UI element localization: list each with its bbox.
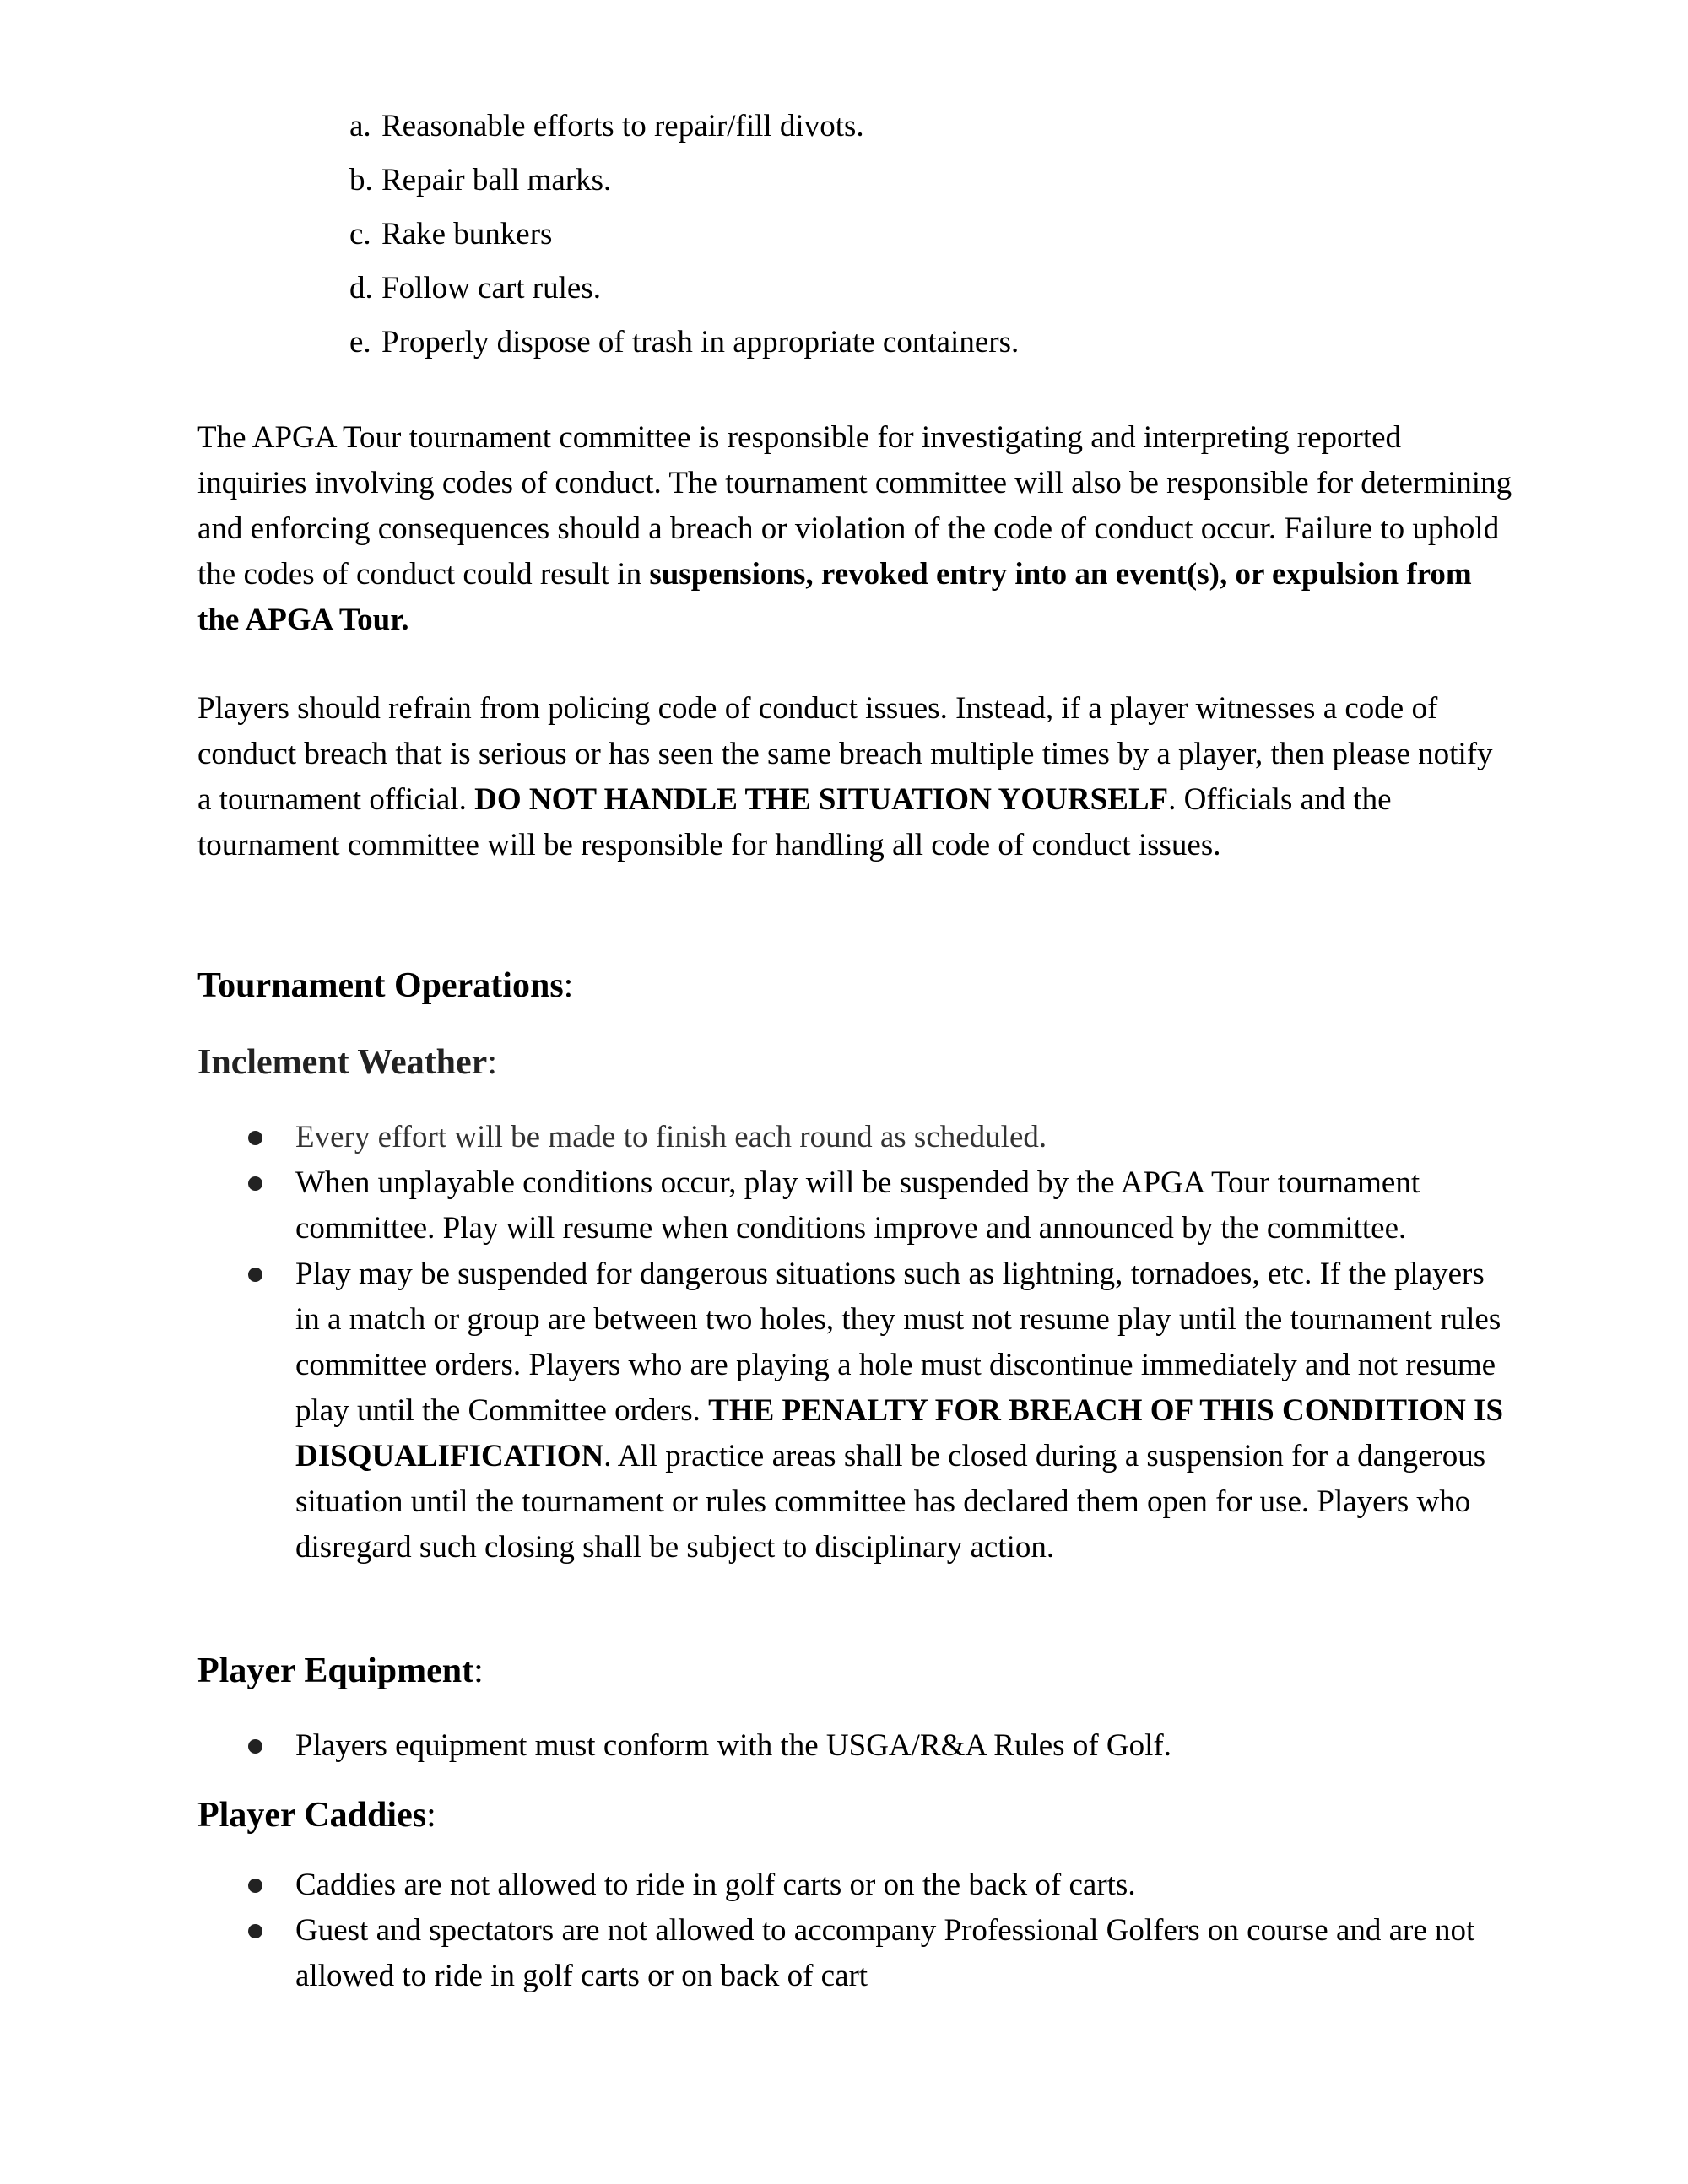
list-item [349, 100, 1019, 154]
list-item [197, 1251, 1514, 1570]
heading-label: Inclement Weather [197, 1043, 488, 1082]
heading-inclement-weather [197, 1041, 497, 1084]
list-item [197, 1115, 1514, 1160]
list-item-text: Every effort will be made to finish each round as scheduled. [295, 1120, 1047, 1154]
heading-label: Tournament Operations [197, 966, 564, 1005]
bullet-icon [248, 1176, 262, 1191]
list-item-text: When unplayable conditions occur, play will be suspended by the APGA Tour tournament committee. Play will resume when conditions improve and announced by the committee. [295, 1165, 1420, 1246]
list-item [349, 316, 1019, 370]
list-item [349, 154, 1019, 208]
list-item [197, 1862, 1514, 1908]
players-paragraph [197, 686, 1514, 868]
list-item-text: Caddies are not allowed to ride in golf carts or on the back of carts. [295, 1868, 1136, 1902]
etiquette-list [349, 100, 1019, 370]
list-marker: a. [349, 109, 371, 143]
paragraph-text: Players should refrain from policing code of conduct issues. Instead, if a player witnesses a code of conduct breach that is serious or has seen the same breach multiple times by a player, then please notify a tournament official. [197, 691, 1493, 817]
list-item-text: Follow cart rules. [381, 271, 601, 305]
list-item-text: Play may be suspended for dangerous situations such as lightning, tornadoes, etc. If the players in a match or group are between two holes, they must not resume play until the tournament rules committee orders. Players who are playing a hole must discontinue immediately and not resume play until the Committee orders. [295, 1257, 1501, 1428]
committee-paragraph [197, 415, 1514, 643]
heading-colon: : [426, 1796, 436, 1835]
list-marker: c. [349, 217, 371, 251]
list-item-text: . All practice areas shall be closed during a suspension for a dangerous situation until the tournament or rules committee has declared them open for use. Players who disregard such closing shall be subject to disciplinary action. [295, 1439, 1486, 1565]
paragraph-bold-text: suspensions, revoked entry into an event(s), or expulsion from the APGA Tour. [197, 557, 1472, 637]
list-item [197, 1160, 1514, 1251]
bullet-icon [248, 1739, 262, 1754]
bullet-icon [248, 1268, 262, 1282]
list-item-text: Properly dispose of trash in appropriate containers. [381, 325, 1020, 359]
list-item [197, 1723, 1514, 1769]
equipment-bullet-list [197, 1723, 1514, 1769]
list-marker: e. [349, 325, 371, 359]
list-item-text: Guest and spectators are not allowed to accompany Professional Golfers on course and are not allowed to ride in golf carts or on back of cart [295, 1913, 1475, 1993]
list-marker: b. [349, 163, 373, 197]
heading-label: Player Caddies [197, 1796, 427, 1835]
bullet-icon [248, 1924, 262, 1938]
heading-colon: : [487, 1043, 497, 1082]
list-item-text: Reasonable efforts to repair/fill divots. [381, 109, 864, 143]
heading-player-equipment [197, 1650, 484, 1692]
heading-colon: : [563, 966, 574, 1005]
list-item-text: Repair ball marks. [381, 163, 612, 197]
list-item-bold-text: THE PENALTY FOR BREACH OF THIS CONDITION IS DISQUALIFICATION [295, 1393, 1504, 1473]
heading-player-caddies [197, 1794, 436, 1836]
bullet-icon [248, 1131, 262, 1145]
heading-label: Player Equipment [197, 1652, 474, 1690]
paragraph-text: . Officials and the tournament committee will be responsible for handling all code of conduct issues. [197, 782, 1392, 862]
caddies-bullet-list [197, 1862, 1514, 1999]
list-item [349, 208, 1019, 262]
paragraph-bold-text: DO NOT HANDLE THE SITUATION YOURSELF [474, 782, 1169, 817]
bullet-icon [248, 1879, 262, 1893]
list-item-text: Players equipment must conform with the USGA/R&A Rules of Golf. [295, 1728, 1171, 1763]
list-marker: d. [349, 271, 373, 305]
heading-tournament-operations [197, 965, 573, 1007]
paragraph-text: The APGA Tour tournament committee is responsible for investigating and interpreting reported inquiries involving codes of conduct. The tournament committee will also be responsible for determining and enforcing consequences should a breach or violation of the code of conduct occur. Failure to uphold the codes of conduct could result in [197, 420, 1512, 592]
list-item [349, 262, 1019, 316]
weather-bullet-list [197, 1115, 1514, 1570]
list-item-text: Rake bunkers [381, 217, 553, 251]
list-item [197, 1908, 1514, 1999]
heading-colon: : [473, 1652, 484, 1690]
